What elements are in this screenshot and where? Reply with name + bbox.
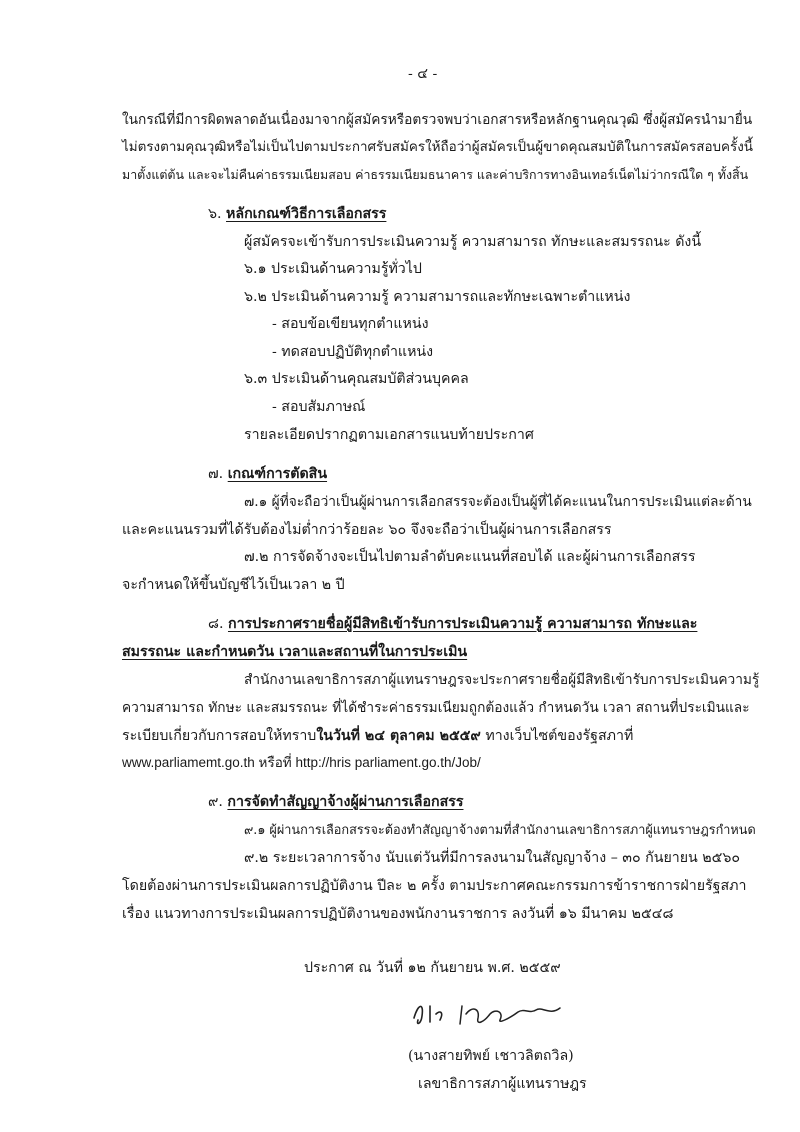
section-6-item-1: ๖.๑ ประเมินด้านความรู้ทั่วไป	[244, 261, 422, 277]
intro-line-2: ไม่ตรงตามคุณวุฒิหรือไม่เป็นไปตามประกาศรับสมัครให้ถือว่าผู้สมัครเป็นผู้ขาดคุณสมบัติในการสมัครสอบครั้งนี้	[122, 140, 753, 155]
section-6-title: หลักเกณฑ์วิธีการเลือกสรร	[226, 206, 387, 222]
section-8-websites: www.parliamemt.go.th หรือที่ http://hris parliament.go.th/Job/	[122, 755, 481, 770]
section-8-title-1: การประกาศรายชื่อผู้มีสิทธิเข้ารับการประเมินความรู้ ความสามารถ ทักษะและ	[227, 616, 698, 632]
section-9-para-1: ๙.๑ ผู้ผ่านการเลือกสรรจะต้องทำสัญญาจ้างตามที่สำนักงานเลขาธิการสภาผู้แทนราษฎรกำหนด	[244, 822, 756, 837]
section-7-para-2b: จะกำหนดให้ขึ้นบัญชีไว้เป็นเวลา ๒ ปี	[122, 577, 345, 593]
section-9-para-2c: เรื่อง แนวทางการประเมินผลการปฏิบัติงานของพนักงานราชการ ลงวันที่ ๑๖ มีนาคม ๒๕๔๘	[122, 906, 674, 922]
section-6-number: ๖.	[208, 206, 222, 222]
announcement-date: ในวันที่ ๒๔ ตุลาคม ๒๕๕๙	[316, 728, 481, 744]
signer-position: เลขาธิการสภาผู้แทนราษฎร	[418, 1076, 587, 1092]
section-7-para-1b: และคะแนนรวมที่ได้รับต้องไม่ต่ำกว่าร้อยละ ๖๐ จึงจะถือว่าเป็นผู้ผ่านการเลือกสรร	[122, 522, 612, 538]
section-7-para-1a: ๗.๑ ผู้ที่จะถือว่าเป็นผู้ผ่านการเลือกสรรจะต้องเป็นผู้ที่ได้คะแนนในการประเมินแต่ละด้าน	[244, 494, 752, 510]
section-9-para-2b: โดยต้องผ่านการประเมินผลการปฏิบัติงาน ปีละ ๒ ครั้ง ตามประกาศคณะกรรมการข้าราชการฝ่ายรัฐสภา	[122, 878, 747, 894]
intro-line-1: ในกรณีที่มีการผิดพลาดอันเนื่องมาจากผู้สมัครหรือตรวจพบว่าเอกสารหรือหลักฐานคุณวุฒิ ซึ่งผู้สมัครนำมายื่น	[122, 112, 753, 128]
section-6-item-2b: - ทดสอบปฏิบัติทุกตำแหน่ง	[272, 344, 434, 360]
section-8-para-3a: ระเบียบเกี่ยวกับการสอบให้ทราบ	[122, 728, 317, 744]
intro-line-3: มาตั้งแต่ต้น และจะไม่คืนค่าธรรมเนียมสอบ ค่าธรรมเนียมธนาคาร และค่าบริการทางอินเทอร์เน็ตไม่ว่ากรณีใด ๆ ทั้งสิ้น	[122, 167, 749, 182]
signer-name: (นางสายทิพย์ เชาวลิตถวิล)	[408, 1048, 574, 1064]
section-6-item-3: ๖.๓ ประเมินด้านคุณสมบัติส่วนบุคคล	[244, 371, 469, 387]
section-9-title: การจัดทำสัญญาจ้างผู้ผ่านการเลือกสรร	[227, 794, 464, 810]
section-6-item-3a: - สอบสัมภาษณ์	[272, 399, 366, 415]
section-7-heading	[208, 464, 327, 484]
section-6-heading	[208, 204, 386, 224]
section-9-number: ๙.	[208, 794, 223, 810]
section-8-heading-line-1	[208, 614, 697, 634]
section-8-number: ๘.	[208, 616, 224, 632]
section-9-para-2a: ๙.๒ ระยะเวลาการจ้าง นับแต่วันที่มีการลงนามในสัญญาจ้าง – ๓๐ กันยายน ๒๕๖๐	[244, 850, 741, 866]
section-6-item-2a: - สอบข้อเขียนทุกตำแหน่ง	[272, 316, 429, 332]
section-7-title: เกณฑ์การตัดสิน	[227, 466, 328, 482]
page-number: - ๔ -	[408, 66, 438, 82]
section-8-para-1: สำนักงานเลขาธิการสภาผู้แทนราษฎรจะประกาศรายชื่อผู้มีสิทธิเข้ารับการประเมินความรู้	[244, 672, 760, 688]
section-6-item-2: ๖.๒ ประเมินด้านความรู้ ความสามารถและทักษะเฉพาะตำแหน่ง	[244, 289, 631, 305]
section-8-para-2: ความสามารถ ทักษะ และสมรรถนะ ที่ได้ชำระค่าธรรมเนียมถูกต้องแล้ว กำหนดวัน เวลา สถานที่ประเมินและ	[122, 700, 750, 716]
section-6-intro: ผู้สมัครจะเข้ารับการประเมินความรู้ ความสามารถ ทักษะและสมรรถนะ ดังนี้	[244, 234, 702, 250]
signature-image	[400, 996, 575, 1030]
section-8-para-3c: ทางเว็บไซต์ของรัฐสภาที่	[480, 728, 634, 744]
section-8-heading-line-2: สมรรถนะ และกำหนดวัน เวลาและสถานที่ในการประเมิน	[122, 644, 468, 660]
section-7-number: ๗.	[208, 466, 224, 482]
section-7-para-2a: ๗.๒ การจัดจ้างจะเป็นไปตามลำดับคะแนนที่สอบได้ และผู้ผ่านการเลือกสรร	[244, 549, 696, 565]
section-8-para-3	[122, 726, 633, 746]
section-9-heading	[208, 792, 463, 812]
section-6-note: รายละเอียดปรากฏตามเอกสารแนบท้ายประกาศ	[244, 427, 534, 443]
announcement-line: ประกาศ ณ วันที่ ๑๒ กันยายน พ.ศ. ๒๕๕๙	[304, 960, 561, 976]
